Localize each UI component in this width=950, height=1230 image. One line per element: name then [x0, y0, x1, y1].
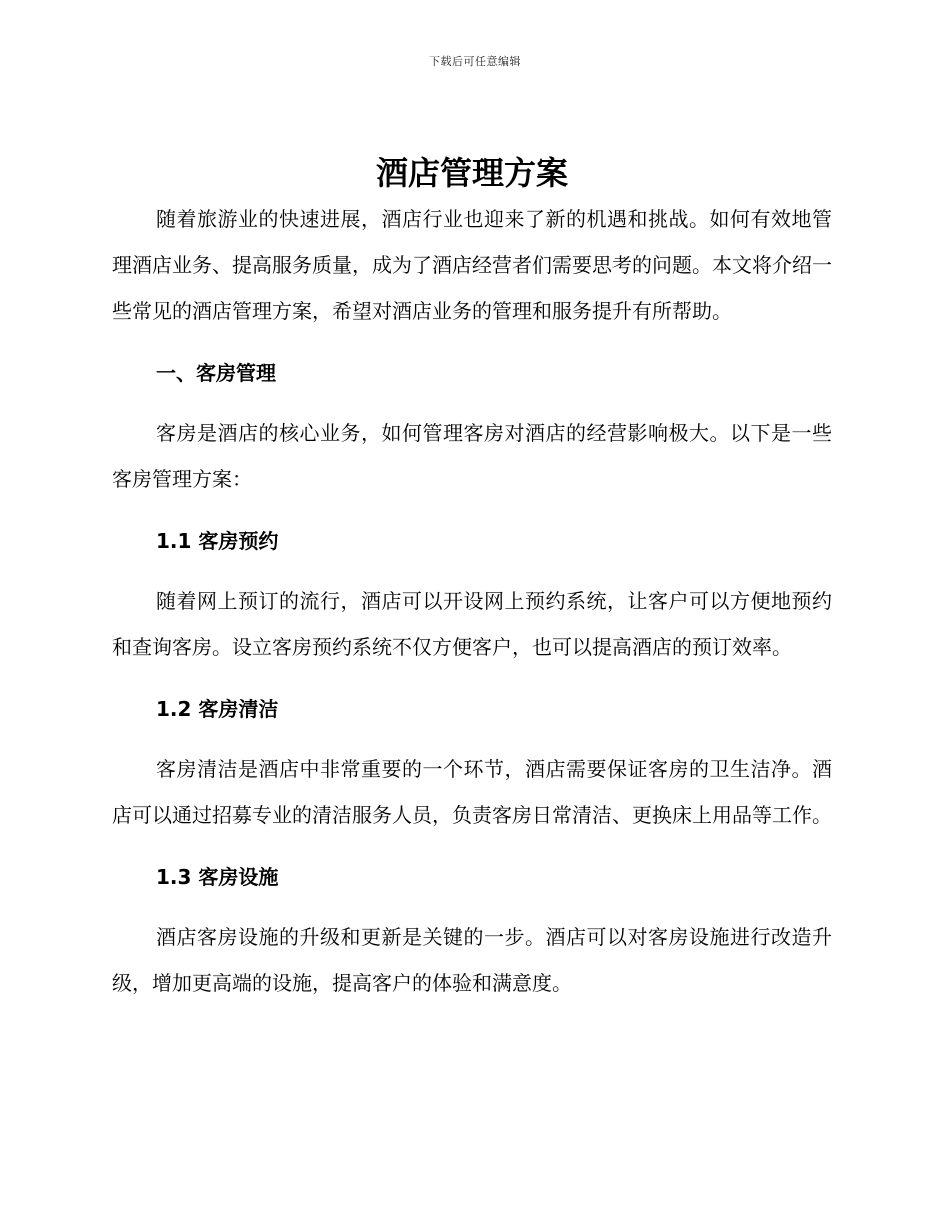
section-heading-room-management: 一、客房管理 — [156, 361, 276, 385]
subsection-heading-cleaning: 1.2 客房清洁 — [156, 697, 279, 721]
subsection-paragraph-reservation: 随着网上预订的流行，酒店可以开设网上预约系统，让客户可以方便地预约和查询客房。设立客房预约系统不仅方便客户，也可以提高酒店的预订效率。 — [112, 589, 832, 659]
document-title: 酒店管理方案 — [375, 154, 568, 192]
section-paragraph-room-management: 客房是酒店的核心业务，如何管理客房对酒店的经营影响极大。以下是一些客房管理方案： — [112, 421, 832, 491]
subsection-heading-reservation: 1.1 客房预约 — [156, 529, 279, 553]
document-body — [112, 150, 832, 1006]
subsection-paragraph-cleaning: 客房清洁是酒店中非常重要的一个环节，酒店需要保证客房的卫生洁净。酒店可以通过招募专业的清洁服务人员，负责客房日常清洁、更换床上用品等工作。 — [112, 757, 832, 827]
intro-paragraph: 随着旅游业的快速进展，酒店行业也迎来了新的机遇和挑战。如何有效地管理酒店业务、提高服务质量，成为了酒店经营者们需要思考的问题。本文将介绍一些常见的酒店管理方案，希望对酒店业务的管理和服务提升有所帮助。 — [112, 207, 832, 323]
subsection-heading-facilities: 1.3 客房设施 — [156, 865, 279, 889]
page-header-note: 下载后可任意编辑 — [429, 55, 521, 68]
subsection-paragraph-facilities: 酒店客房设施的升级和更新是关键的一步。酒店可以对客房设施进行改造升级，增加更高端的设施，提高客户的体验和满意度。 — [112, 925, 832, 995]
